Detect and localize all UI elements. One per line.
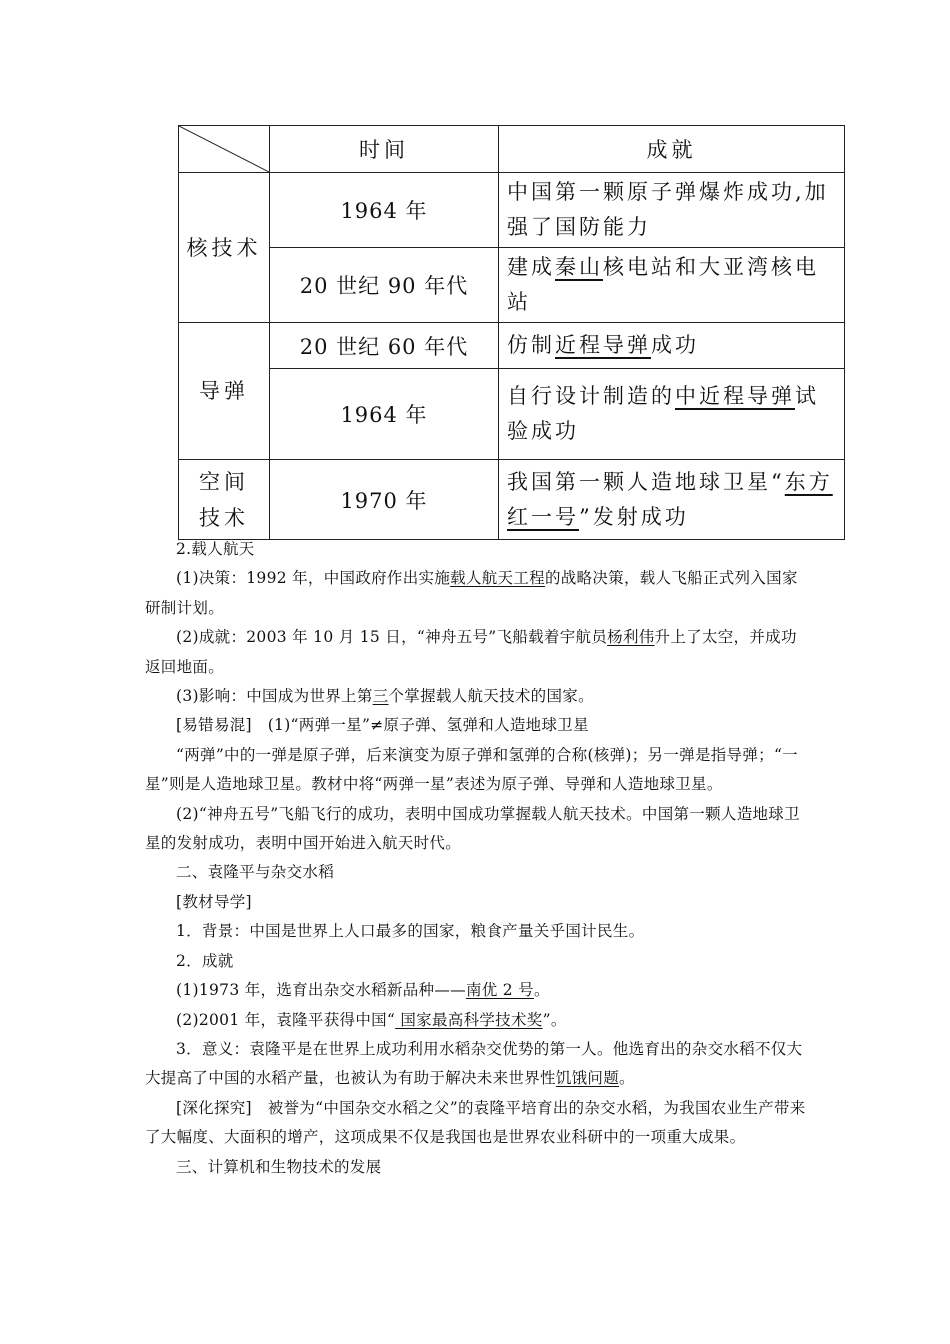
paragraph (145, 1006, 810, 1035)
achievement-cell: 中国第一颗原子弹爆炸成功,加强了国防能力 (499, 173, 845, 248)
table-row (179, 369, 845, 460)
paragraph: 2．成就 (176, 951, 234, 970)
text: 成功 (651, 333, 699, 357)
table-row (179, 248, 845, 323)
table-row (179, 323, 845, 369)
text: 试验成功 (507, 384, 819, 443)
text: (2)成就：2003 年 10 月 15 日，“神舟五号”飞船载着宇航员 (176, 628, 608, 647)
text: 。 (619, 1069, 635, 1088)
time-cell: 1964 年 (270, 173, 499, 248)
underlined-keyword: 东方红一号 (507, 469, 833, 529)
text: 的战略决策，载人飞船正式列入国家研制计划。 (145, 569, 798, 617)
text: (2)2001 年，袁隆平获得中国“ (176, 1010, 396, 1029)
guide-label: [教材导学] (176, 892, 252, 911)
underlined-keyword: 载人航天工程 (450, 569, 545, 588)
paragraph (145, 976, 810, 1005)
table-header-row (179, 126, 845, 173)
text: ”发射成功 (579, 504, 689, 529)
time-cell: 1970 年 (270, 460, 499, 540)
diagonal-header-cell (179, 126, 270, 173)
paragraph: 1．背景：中国是世界上人口最多的国家，粮食产量关乎国计民生。 (176, 922, 645, 941)
achievements-table (178, 125, 845, 540)
section-heading: 二、袁隆平与杂交水稻 (176, 863, 335, 882)
header-achievement: 成就 (499, 126, 845, 173)
underlined-keyword: 中近程导弹 (675, 384, 795, 408)
text: (3)影响：中国成为世界上第 (176, 687, 373, 706)
underlined-keyword: 近程导弹 (555, 333, 651, 357)
category-space (179, 460, 270, 540)
section-heading: 三、计算机和生物技术的发展 (176, 1157, 382, 1176)
table-row (179, 173, 845, 248)
text: 核电站和大亚湾核电站 (507, 255, 819, 314)
paragraph (145, 1035, 810, 1094)
paragraph (145, 623, 810, 682)
category-nuclear: 核技术 (179, 173, 270, 323)
category-line: 空间 (199, 469, 249, 494)
time-cell: 20 世纪 60 年代 (270, 323, 499, 369)
paragraph: [深化探究] 被誉为“中国杂交水稻之父”的袁隆平培育出的杂交水稻，为我国农业生产带来了大幅度、大面积的增产，这项成果不仅是我国也是世界农业科研中的一项重大成果。 (145, 1098, 806, 1147)
text: 自行设计制造的 (507, 384, 675, 408)
time-cell: 1964 年 (270, 369, 499, 460)
category-missile: 导弹 (179, 323, 270, 460)
underlined-keyword: 饥饿问题 (555, 1069, 620, 1088)
text: 升上了太空，并成功返回地面。 (145, 628, 797, 676)
achievement-cell (499, 369, 845, 460)
category-line: 技术 (199, 505, 249, 530)
achievement-cell (499, 323, 845, 369)
achievement-cell (499, 248, 845, 323)
text: (1)1973 年，选育出杂交水稻新品种—— (176, 981, 466, 1000)
text: 建成 (507, 255, 555, 279)
body-text (145, 535, 810, 1182)
text: ”。 (542, 1010, 567, 1029)
paragraph (145, 682, 810, 711)
paragraph: (2)“神舟五号”飞船飞行的成功，表明中国成功掌握载人航天技术。中国第一颗人造地球卫星的发射成功，表明中国开始进入航天时代。 (145, 804, 800, 853)
achievement-cell (499, 460, 845, 540)
diagonal-line (179, 126, 269, 172)
underlined-keyword: 三 (372, 687, 389, 706)
underlined-keyword: 南优 2 号 (465, 981, 534, 1000)
text: 个掌握载人航天技术的国家。 (388, 687, 594, 706)
underlined-keyword: 杨利伟 (607, 628, 655, 647)
paragraph (145, 564, 810, 623)
text: 我国第一颗人造地球卫星“ (507, 469, 785, 494)
section-heading: 2.载人航天 (176, 540, 255, 558)
underlined-keyword: 秦山 (555, 255, 603, 279)
paragraph: “两弹”中的一弹是原子弹，后来演变为原子弹和氢弹的合称(核弹)；另一弹是指导弹；“一星”则是人造地球卫星。教材中将“两弹一星”表述为原子弹、导弹和人造地球卫星。 (145, 745, 798, 794)
tip-heading: [易错易混] (1)“两弹一星”≠原子弹、氢弹和人造地球卫星 (176, 716, 589, 735)
underlined-keyword: 国家最高科学技术奖 (395, 1010, 543, 1029)
table-row (179, 460, 845, 540)
text: 3．意义：袁隆平是在世界上成功利用水稻杂交优势的第一人。他选育出的杂交水稻不仅大大提高了中国的水稻产量，也被认为有助于解决未来世界性 (145, 1039, 803, 1088)
time-cell: 20 世纪 90 年代 (270, 248, 499, 323)
text: 仿制 (507, 333, 555, 357)
text: (1)决策：1992 年，中国政府作出实施 (176, 569, 451, 588)
text: 。 (533, 981, 550, 1000)
header-time: 时间 (270, 126, 499, 173)
